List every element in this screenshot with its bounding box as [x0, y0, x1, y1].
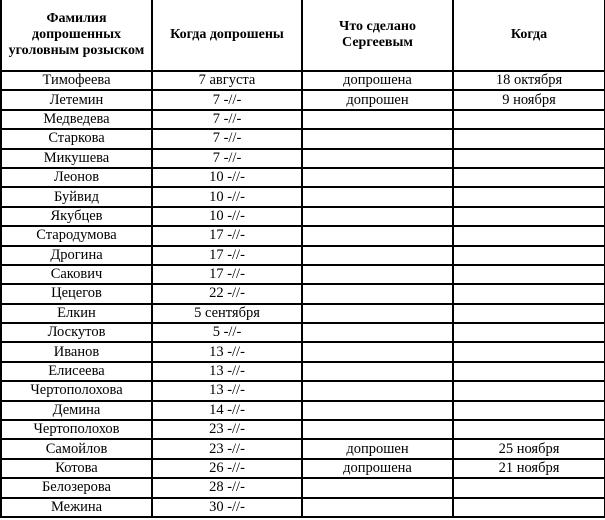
cell-surname: Сакович: [1, 265, 152, 284]
cell-surname: Самойлов: [1, 439, 152, 458]
cell-date: 21 ноября: [453, 459, 605, 478]
cell-surname: Межина: [1, 498, 152, 517]
cell-date: [453, 226, 605, 245]
header-surname: Фамилия допрошенных уголовным розыском: [1, 0, 152, 71]
cell-surname: Чертополохова: [1, 381, 152, 400]
cell-surname: Елкин: [1, 304, 152, 323]
table-row: [1, 265, 605, 284]
cell-when-interrogated: 13 -//-: [152, 362, 302, 381]
cell-when-interrogated: 7 -//-: [152, 129, 302, 148]
table-row: [1, 401, 605, 420]
cell-when-interrogated: 30 -//-: [152, 498, 302, 517]
cell-surname: Котова: [1, 459, 152, 478]
cell-date: [453, 342, 605, 361]
table-row: [1, 342, 605, 361]
cell-when-interrogated: 7 -//-: [152, 90, 302, 109]
table-row: [1, 304, 605, 323]
cell-date: [453, 168, 605, 187]
cell-date: [453, 187, 605, 206]
cell-surname: Тимофеева: [1, 71, 152, 90]
cell-when-interrogated: 17 -//-: [152, 226, 302, 245]
table-row: [1, 362, 605, 381]
cell-surname: Елисеева: [1, 362, 152, 381]
cell-action: [302, 284, 453, 303]
cell-date: [453, 381, 605, 400]
cell-action: допрошена: [302, 71, 453, 90]
cell-surname: Летемин: [1, 90, 152, 109]
table-row: [1, 459, 605, 478]
table-row: [1, 439, 605, 458]
table-row: [1, 90, 605, 109]
cell-when-interrogated: 17 -//-: [152, 246, 302, 265]
cell-surname: Стародумова: [1, 226, 152, 245]
cell-when-interrogated: 13 -//-: [152, 342, 302, 361]
cell-date: [453, 149, 605, 168]
cell-when-interrogated: 10 -//-: [152, 207, 302, 226]
header-row: [1, 0, 605, 71]
cell-action: [302, 323, 453, 342]
cell-surname: Медведева: [1, 110, 152, 129]
cell-action: [302, 478, 453, 497]
table-row: [1, 71, 605, 90]
table-row: [1, 168, 605, 187]
cell-when-interrogated: 5 сентября: [152, 304, 302, 323]
table-row: [1, 381, 605, 400]
cell-when-interrogated: 10 -//-: [152, 187, 302, 206]
cell-surname: Буйвид: [1, 187, 152, 206]
cell-action: [302, 168, 453, 187]
cell-action: [302, 381, 453, 400]
cell-action: [302, 304, 453, 323]
table-row: [1, 226, 605, 245]
cell-surname: Демина: [1, 401, 152, 420]
cell-action: [302, 110, 453, 129]
cell-action: [302, 187, 453, 206]
cell-date: [453, 498, 605, 517]
table-row: [1, 478, 605, 497]
cell-action: [302, 401, 453, 420]
cell-when-interrogated: 22 -//-: [152, 284, 302, 303]
cell-when-interrogated: 10 -//-: [152, 168, 302, 187]
cell-when-interrogated: 5 -//-: [152, 323, 302, 342]
cell-action: [302, 246, 453, 265]
cell-when-interrogated: 23 -//-: [152, 420, 302, 439]
table-row: [1, 284, 605, 303]
cell-when-interrogated: 7 -//-: [152, 110, 302, 129]
cell-surname: Старкова: [1, 129, 152, 148]
cell-when-interrogated: 7 -//-: [152, 149, 302, 168]
cell-when-interrogated: 13 -//-: [152, 381, 302, 400]
cell-action: [302, 498, 453, 517]
cell-surname: Леонов: [1, 168, 152, 187]
table-row: [1, 129, 605, 148]
cell-action: [302, 362, 453, 381]
cell-date: 9 ноября: [453, 90, 605, 109]
table-row: [1, 498, 605, 517]
cell-action: допрошена: [302, 459, 453, 478]
cell-surname: Иванов: [1, 342, 152, 361]
table-row: [1, 420, 605, 439]
cell-date: [453, 110, 605, 129]
cell-action: допрошен: [302, 90, 453, 109]
cell-action: [302, 226, 453, 245]
cell-date: 18 октября: [453, 71, 605, 90]
header-action-by-sergeev: Что сделано Сергеевым: [302, 0, 453, 71]
table-row: [1, 246, 605, 265]
cell-when-interrogated: 23 -//-: [152, 439, 302, 458]
table-row: [1, 323, 605, 342]
cell-action: [302, 342, 453, 361]
header-when: Когда: [453, 0, 605, 71]
table-row: [1, 149, 605, 168]
cell-date: [453, 323, 605, 342]
cell-action: [302, 265, 453, 284]
table-row: [1, 187, 605, 206]
cell-date: [453, 362, 605, 381]
cell-date: [453, 401, 605, 420]
cell-surname: Чертополохов: [1, 420, 152, 439]
cell-date: 25 ноября: [453, 439, 605, 458]
cell-action: [302, 129, 453, 148]
cell-surname: Белозерова: [1, 478, 152, 497]
cell-date: [453, 420, 605, 439]
cell-action: допрошен: [302, 439, 453, 458]
cell-when-interrogated: 28 -//-: [152, 478, 302, 497]
cell-action: [302, 420, 453, 439]
header-when-interrogated: Когда допрошены: [152, 0, 302, 71]
cell-date: [453, 207, 605, 226]
cell-surname: Лоскутов: [1, 323, 152, 342]
cell-surname: Дрогина: [1, 246, 152, 265]
cell-date: [453, 478, 605, 497]
cell-date: [453, 129, 605, 148]
cell-when-interrogated: 26 -//-: [152, 459, 302, 478]
cell-surname: Цецегов: [1, 284, 152, 303]
cell-date: [453, 284, 605, 303]
cell-when-interrogated: 7 августа: [152, 71, 302, 90]
cell-date: [453, 265, 605, 284]
cell-when-interrogated: 17 -//-: [152, 265, 302, 284]
cell-when-interrogated: 14 -//-: [152, 401, 302, 420]
cell-action: [302, 207, 453, 226]
cell-date: [453, 246, 605, 265]
cell-date: [453, 304, 605, 323]
cell-surname: Якубцев: [1, 207, 152, 226]
cell-action: [302, 149, 453, 168]
cell-surname: Микушева: [1, 149, 152, 168]
table-row: [1, 110, 605, 129]
table-row: [1, 207, 605, 226]
